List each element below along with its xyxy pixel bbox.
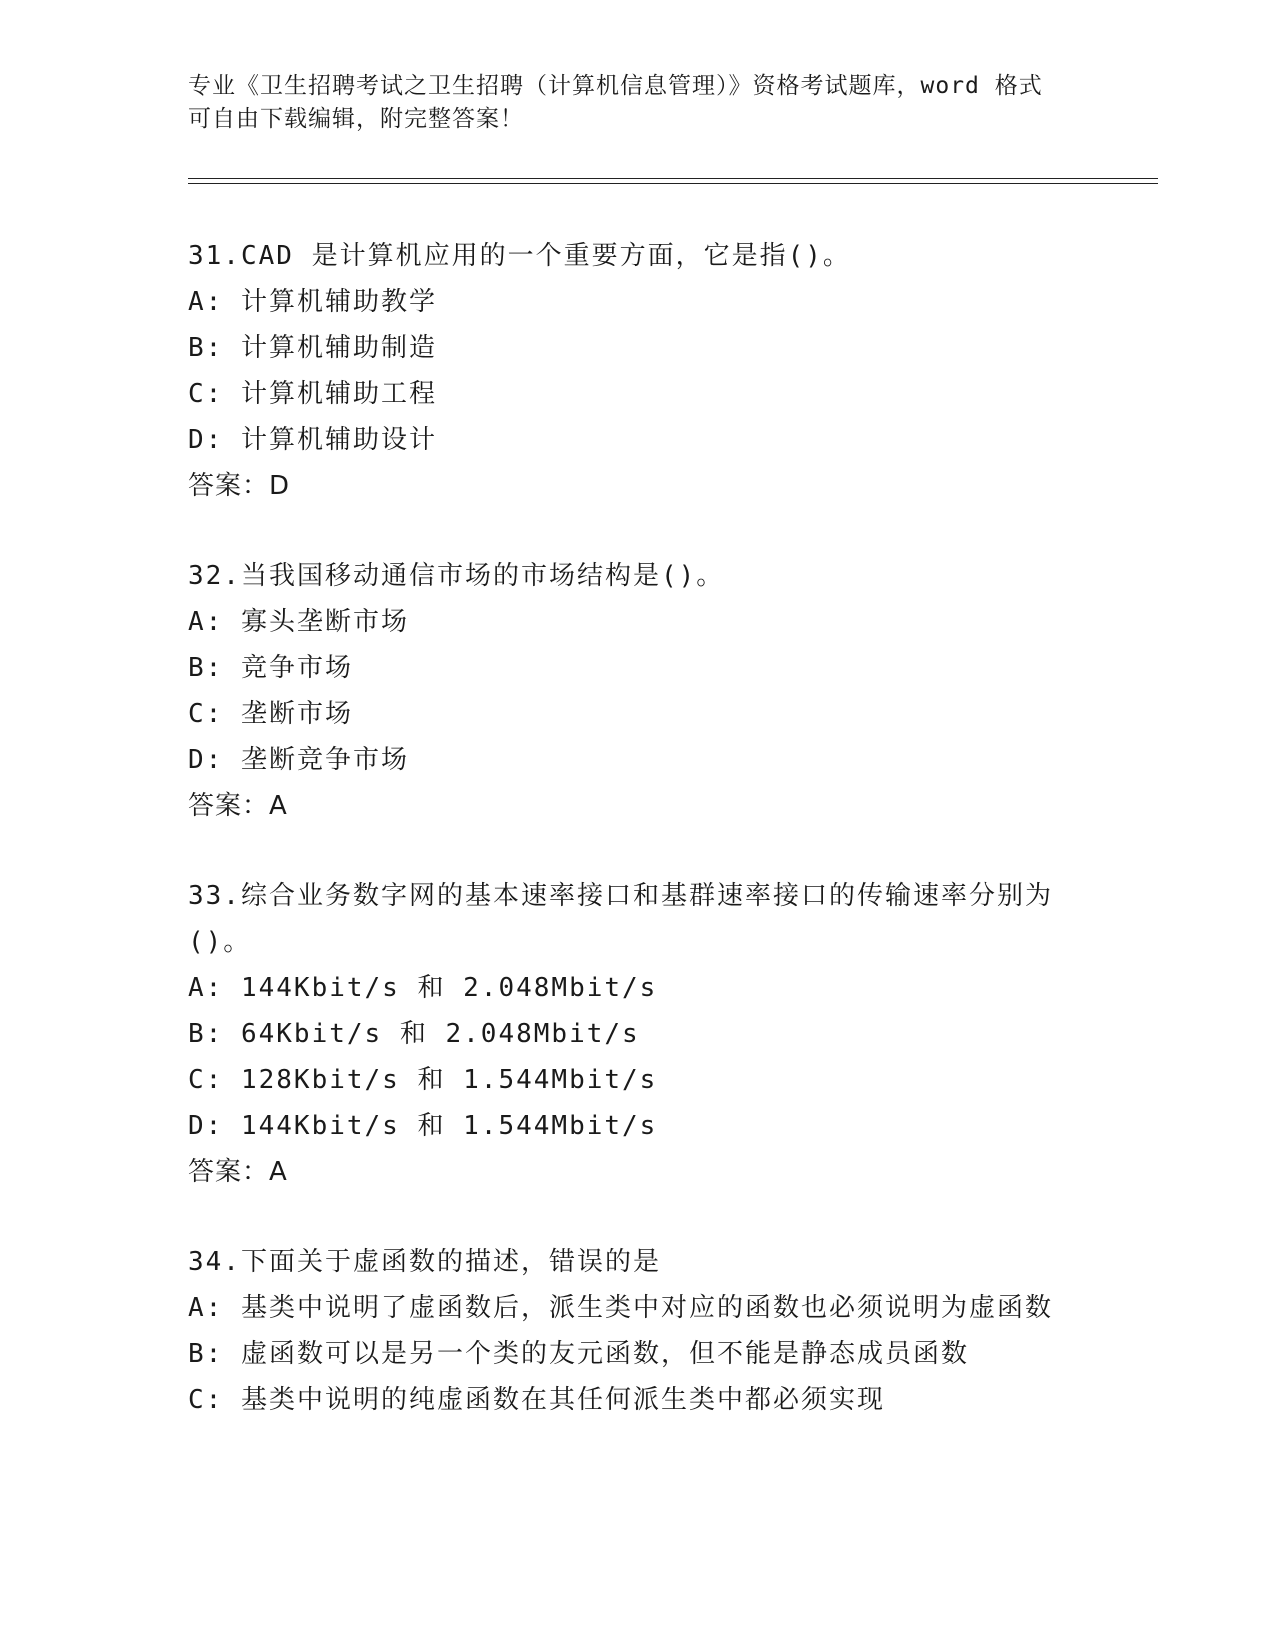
answer: 答案：A — [188, 791, 288, 821]
question-stem: 31.CAD 是计算机应用的一个重要方面，它是指()。 — [188, 241, 851, 271]
question-33 — [188, 873, 1088, 1195]
option-a: A: 计算机辅助教学 — [188, 287, 437, 317]
option-d: D: 计算机辅助设计 — [188, 425, 437, 455]
question-stem: 33.综合业务数字网的基本速率接口和基群速率接口的传输速率分别为 — [188, 881, 1053, 911]
question-stem: 32.当我国移动通信市场的市场结构是()。 — [188, 561, 725, 591]
question-31 — [188, 233, 1088, 509]
option-a: A: 寡头垄断市场 — [188, 607, 409, 637]
option-c: C: 计算机辅助工程 — [188, 379, 437, 409]
option-b: B: 计算机辅助制造 — [188, 333, 437, 363]
option-c: C: 128Kbit/s 和 1.544Mbit/s — [188, 1065, 658, 1095]
option-b: B: 64Kbit/s 和 2.048Mbit/s — [188, 1019, 640, 1049]
question-stem: 34.下面关于虚函数的描述，错误的是 — [188, 1247, 661, 1277]
answer: 答案：D — [188, 471, 291, 501]
document-header — [188, 70, 1068, 136]
question-stem-continuation: ()。 — [188, 927, 252, 957]
header-divider-bottom — [188, 183, 1158, 184]
question-32 — [188, 553, 1088, 829]
header-divider-top — [188, 178, 1158, 179]
option-a: A: 基类中说明了虚函数后，派生类中对应的函数也必须说明为虚函数 — [188, 1293, 1053, 1323]
header-line-2: 可自由下载编辑，附完整答案！ — [188, 106, 524, 132]
option-c: C: 基类中说明的纯虚函数在其任何派生类中都必须实现 — [188, 1385, 885, 1415]
option-a: A: 144Kbit/s 和 2.048Mbit/s — [188, 973, 658, 1003]
header-line-1: 专业《卫生招聘考试之卫生招聘（计算机信息管理）》资格考试题库，word 格式 — [188, 73, 1043, 99]
option-d: D: 144Kbit/s 和 1.544Mbit/s — [188, 1111, 658, 1141]
option-b: B: 竞争市场 — [188, 653, 353, 683]
option-b: B: 虚函数可以是另一个类的友元函数，但不能是静态成员函数 — [188, 1339, 969, 1369]
answer: 答案：A — [188, 1157, 288, 1187]
question-34 — [188, 1239, 1088, 1423]
option-d: D: 垄断竞争市场 — [188, 745, 409, 775]
option-c: C: 垄断市场 — [188, 699, 353, 729]
